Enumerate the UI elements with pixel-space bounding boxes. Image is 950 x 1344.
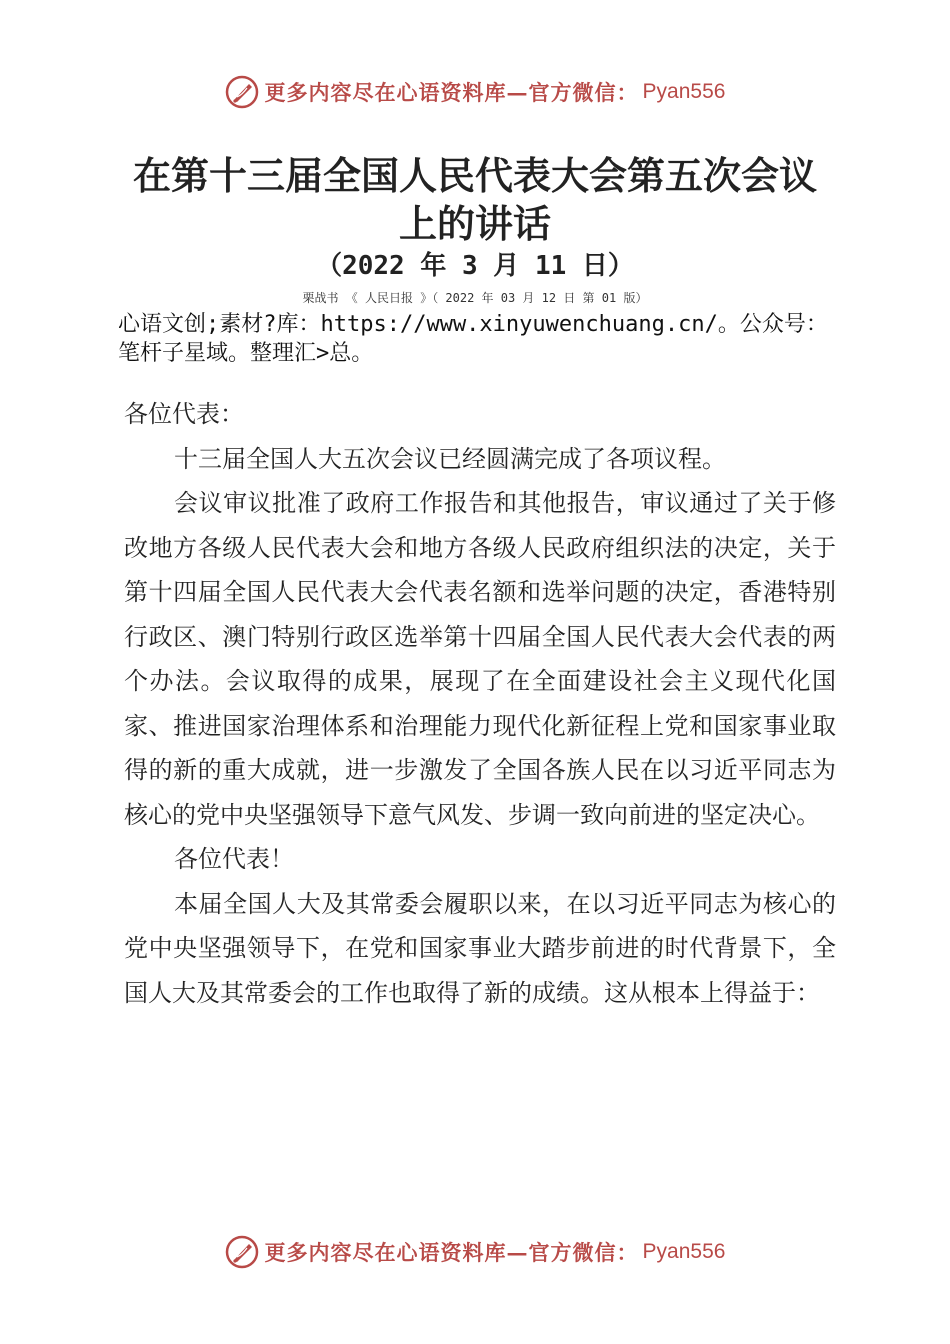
paragraph: 会议审议批准了政府工作报告和其他报告，审议通过了关于修改地方各级人民代表大会和地方各级人民政府组织法的决定，关于第十四届全国人民代表大会代表名额和选举问题的决定，香港特别行政区、澳门特别行政区选举第十四届全国人民代表大会代表的两个办法。会议取得的成果，展现了在全面建设社会主义现代化国家、推进国家治理体系和治理能力现代化新征程上党和国家事业取得的新的重大成就，进一步激发了全国各族人民在以习近平同志为核心的党中央坚强领导下意气风发、步调一致向前进的坚定决心。: [124, 489, 836, 829]
speech-date: （2022 年 3 月 11 日）: [316, 251, 634, 281]
document-title: [0, 152, 950, 248]
salutation: 各位代表：: [124, 400, 244, 428]
quill-pen-logo-icon: [225, 1235, 259, 1269]
paragraph: 本届全国人大及其常委会履职以来，在以习近平同志为核心的党中央坚强领导下，在党和国家事业大踏步前进的时代背景下，全国人大及其常委会的工作也取得了新的成绩。这从根本上得益于：: [124, 889, 836, 1007]
speech-body: [124, 392, 836, 1015]
quill-pen-logo-icon: [225, 75, 259, 109]
header-banner-text: 更多内容尽在心语资料库—官方微信：: [264, 80, 639, 105]
title-line-1: 在第十三届全国人民代表大会第五次会议: [132, 154, 817, 198]
watermark-notice: 心语文创;素材?库：https://www.xinyuwenchuang.cn/。公众号：笔杆子星域。整理汇>总。: [118, 312, 828, 366]
footer-banner: [0, 1232, 950, 1272]
source-citation: 栗战书 《 人民日报 》（ 2022 年 03 月 12 日 第 01 版）: [302, 291, 648, 305]
footer-banner-text: 更多内容尽在心语资料库—官方微信：: [264, 1240, 639, 1265]
title-line-2: 上的讲话: [398, 202, 551, 246]
paragraph: 十三届全国人大五次会议已经圆满完成了各项议程。: [174, 444, 726, 473]
header-banner-wechat: Pyan556: [642, 80, 726, 103]
footer-banner-wechat: Pyan556: [642, 1240, 726, 1263]
header-banner: [0, 72, 950, 112]
paragraph: 各位代表！: [174, 845, 294, 873]
